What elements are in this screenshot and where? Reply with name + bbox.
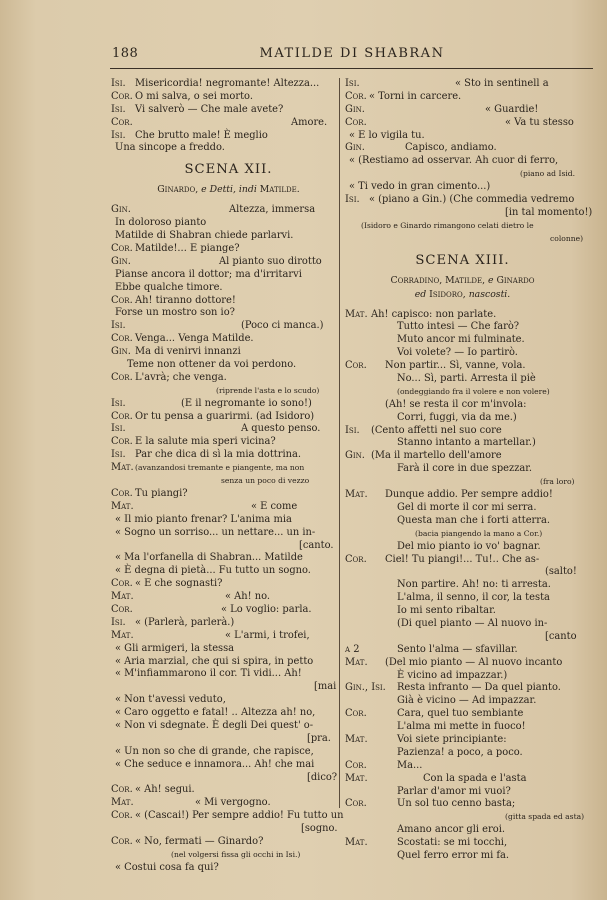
speaker-label: Cor. [345,90,367,102]
line-text: Misericordia! negromante! Altezza... [135,78,320,89]
verse-line [111,540,346,553]
line-text: Scostati: se mi tocchi, [397,837,508,849]
line-text: « Torni in carcere. [369,90,462,102]
speaker-label: Cor. [345,759,367,771]
verse-line [111,411,346,424]
verse-line [111,772,346,785]
line-text: Muto ancor mi fulminate. [397,334,525,346]
line-text: « Gli armigeri, la stessa [115,642,235,654]
line-text: Amano ancor gli eroi. [397,824,505,836]
verse-line [111,346,346,359]
verse-line [111,104,346,117]
line-text: Del mio pianto io vo' bagnar. [397,540,541,552]
speaker-label: Cor. [111,436,133,448]
speaker-label: Gin. [345,142,365,154]
speaker-label: a 2 [345,643,360,655]
verse-line [111,256,346,269]
verse-line [345,104,580,117]
line-text: (Cento affetti nel suo core [371,424,502,436]
line-text: Sento l'alma — sfavillar. [397,643,518,655]
line-text: « Ah! no. [225,591,271,603]
right-column [345,78,593,863]
verse-line [111,681,346,694]
verse-line [111,733,346,746]
verse-line [345,528,580,541]
line-text: « Mi vergogno. [195,797,271,809]
speaker-label: Isi. [111,397,126,409]
line-text: Voi siete principiante: [397,733,507,745]
verse-line [345,708,580,721]
stage-direction: senza un poco di vezzo [221,476,310,486]
verse-line [111,78,346,91]
verse-line [111,307,346,320]
verse-line [345,773,580,786]
line-text: Dunque addio. Per sempre addio! [385,489,553,501]
verse-line [345,233,584,246]
speaker-label: Cor. [111,603,133,615]
line-text: Forse un mostro son io? [115,307,235,319]
speaker-label: Mat. [345,656,368,668]
line-text: Pazienza! a poco, a poco. [397,746,523,758]
verse-line [111,707,346,720]
line-text: Farà il core in due spezzar. [397,463,533,475]
verse-line [345,78,580,91]
verse-line [111,501,346,514]
verse-line [111,282,346,295]
line-text: « E come [251,500,298,512]
verse-line [345,399,580,412]
speaker-label: Mat. [345,837,368,849]
line-text: È vicino ad impazzar.) [397,669,508,681]
line-text: L'alma mi mette in fuoco! [397,721,526,733]
verse-line [345,579,580,592]
line-text: Amore. [291,116,328,128]
left-column [111,78,346,875]
line-text: Voi volete? — Io partirò. [397,347,518,359]
verse-line [111,333,346,346]
line-text: « Costui cosa fa qui? [115,861,219,873]
verse-line [345,786,580,799]
line-text: [canto. [299,539,334,551]
verse-line [345,605,580,618]
line-text: « (Restiamo ad osservar. Ah cuor di ferro, [349,155,559,167]
speaker-label: Gin. [111,204,131,216]
verse-line [111,91,346,104]
speaker-label: Cor. [111,810,133,822]
scene-characters: ed Isidoro, nascosti. [414,288,511,300]
verse-line [345,194,580,207]
line-text: Venga... Venga Matilde. [135,333,254,345]
verse-line [345,811,585,824]
verse-line [111,142,346,155]
speaker-label: Cor. [345,708,367,720]
verse-line [345,476,580,489]
speaker-label: Isi. [345,424,360,436]
line-text: « Un non so che di grande, che rapisce, [115,745,314,757]
line-text: Or tu pensa a guarirmi. (ad Isidoro) [135,410,315,422]
verse-line [111,295,346,308]
scene-heading: SCENA XIII. [415,252,510,268]
scene-characters: Ginardo, e Detti, indi Matilde. [157,184,300,196]
verse-line [345,142,580,155]
spacer [345,302,580,309]
verse-line [111,359,346,372]
line-text: Non partire. Ah! no: ti arresta. [397,579,551,591]
verse-line [345,168,580,181]
verse-line [111,578,346,591]
line-text: « Lo voglio: parla. [221,603,312,615]
verse-line [111,810,346,823]
line-text: In doloroso pianto [115,217,207,229]
speaker-label: Gin. [345,103,365,115]
verse-line [111,656,346,669]
line-text: « (piano a Gin.) (Che commedia vedremo [369,194,575,206]
verse-line [345,373,580,386]
verse-line [345,321,580,334]
verse-line [345,91,580,104]
verse-line [345,463,580,476]
verse-line [111,449,346,462]
speaker-label: Gin. [111,255,131,267]
verse-line [345,334,580,347]
verse-line [111,617,346,630]
speaker-label: Cor. [111,578,133,590]
speaker-label: Cor. [345,116,367,128]
verse-line [345,130,580,143]
line-text: Gel di morte il cor mi serra. [397,501,537,513]
verse-line [345,206,593,220]
stage-direction: (riprende l'asta e lo scudo) [216,385,320,395]
line-text: (Poco ci manca.) [241,320,324,332]
line-text: [mai [314,681,337,693]
line-text: Ah! capisco: non parlate. [371,308,497,320]
line-text: Una sincope a freddo. [115,142,225,154]
line-text: « Non vi sdegnate. È degli Dei quest' o- [115,719,314,731]
line-text: Stanno intanto a martellar.) [397,437,536,449]
verse-line [111,643,346,656]
verse-line [111,849,346,862]
verse-line [111,565,346,578]
line-text: « L'armi, i trofei, [225,629,310,641]
verse-line [345,631,580,644]
line-text: Cara, quel tuo sembiante [397,708,524,720]
line-text: Un sol tuo cenno basta; [397,798,516,810]
speaker-label: Cor. [111,116,133,128]
verse-line [345,309,580,322]
verse-line [345,837,580,850]
speaker-label: Mat. [345,733,368,745]
verse-line [345,747,580,760]
speaker-label: Cor. [345,798,367,810]
verse-line [111,385,346,398]
line-text: Al pianto suo dirotto [219,255,322,267]
speaker-label: Cor. [111,487,133,499]
verse-line [111,591,346,604]
verse-line [345,566,580,579]
running-title: MATILDE DI SHABRAN [259,46,445,61]
stage-direction: (bacia piangendo la mano a Cor.) [415,528,543,538]
line-text: Questa man che i forti atterra. [397,514,551,526]
speaker-label: Isi. [111,616,126,628]
line-text: Teme non ottener da voi perdono. [127,359,297,371]
verse-line [111,527,346,540]
line-text: L'alma, il senno, il cor, la testa [397,592,550,604]
verse-line [111,462,346,475]
line-text: Tutto intesi — Che farò? [397,321,520,333]
speaker-label: Cor. [111,410,133,422]
speaker-label: Isi. [111,103,126,115]
line-text: Tu piangi? [135,487,188,499]
line-text: (salto! [545,566,577,578]
speaker-label: Cor. [111,784,133,796]
line-text: « Sogno un sorriso... un nettare... un in- [115,526,316,538]
verse-line [345,798,580,811]
line-text: Altezza, immersa [229,204,316,216]
verse-line [111,797,346,810]
speaker-label: Isi. [111,320,126,332]
line-text: « È degna di pietà... Fu tutto un sogno. [115,565,311,577]
verse-line [345,360,580,373]
speaker-label: Isi. [345,194,360,206]
verse-line [111,823,346,836]
verse-line [111,694,346,707]
line-text: O mi salva, o sei morto. [135,90,253,102]
header-rule [110,68,593,69]
line-text: A questo penso. [241,423,321,435]
verse-line [111,836,346,849]
line-text: [canto [545,630,577,642]
line-text: « Ah! segui. [135,784,195,796]
line-text: « Guardie! [485,103,539,115]
stage-direction: (nel volgersi fissa gli occhi in Isi.) [171,849,301,859]
speaker-label: Isi. [111,129,126,141]
verse-line [111,320,346,333]
line-text: (Di quel pianto — Al nuovo in- [397,617,548,629]
line-text: Io mi sento ribaltar. [397,605,496,617]
spacer [111,197,346,204]
line-text: Quel ferro error mi fa. [397,849,510,861]
speaker-label: Mat. [111,500,134,512]
line-text: « E lo vigila tu. [349,129,425,141]
speaker-label: Cor. [111,371,133,383]
verse-line [345,412,580,425]
line-text: Matilde di Shabran chiede parlarvi. [115,230,294,242]
verse-line [345,721,580,734]
verse-line [111,230,346,243]
line-text: Corri, fuggi, via da me.) [397,411,517,423]
verse-line [111,243,346,256]
speaker-label: Cor. [111,243,133,255]
speaker-label: Mat. [111,462,134,474]
verse-line [111,784,346,797]
line-text: « Non t'avessi veduto, [115,694,226,706]
speaker-label: Cor. [111,294,133,306]
stage-direction: (gitta spada ed asta) [505,812,585,822]
line-text: Con la spada e l'asta [423,772,527,784]
line-text: Non partir... Sì, vanne, vola. [385,360,526,372]
verse-line [111,117,346,130]
verse-line [111,130,346,143]
page-number: 188 [112,46,139,61]
verse-line [345,657,580,670]
line-text: « (Parlerà, parlerà.) [135,616,235,628]
verse-line [345,734,580,747]
verse-line [111,720,346,733]
verse-line [345,644,580,657]
verse-line [345,386,580,399]
line-text: [sogno. [301,823,338,835]
page-header [112,46,592,64]
verse-line [345,670,580,683]
verse-line [111,759,346,772]
verse-line [345,117,580,130]
verse-line [345,450,580,463]
line-text: Ebbe qualche timore. [115,281,223,293]
line-text: Pianse ancora il dottor; ma d'irritarvi [115,268,302,280]
line-text: « Sto in sentinell a [455,78,549,89]
line-text: No... Sì, parti. Arresta il piè [397,373,536,385]
verse-line [111,217,346,230]
line-text: « (Cascai!) Per sempre addio! Fu tutto un [135,810,344,822]
line-text: « Aria marzial, che qui si spira, in petto [115,655,314,667]
line-text: « No, fermati — Ginardo? [135,835,264,847]
speaker-label: Isi. [111,449,126,461]
line-text: Già è vicino — Ad impazzar. [397,695,537,707]
line-text: « Va tu stesso [505,116,574,128]
stage-direction: (fra loro) [540,477,575,487]
speaker-label: Mat. [111,797,134,809]
line-text: Ma... [397,759,423,771]
verse-line [345,695,580,708]
stage-direction: (avanzandosi tremante e piangente, ma non [135,463,305,473]
verse-line [345,155,580,168]
verse-line [111,668,346,681]
speaker-label: Cor. [345,360,367,372]
line-text: « Ti vedo in gran cimento...) [349,181,491,193]
line-text: Matilde!... E piange? [135,243,240,255]
verse-line [345,824,580,837]
line-text: Ma di venirvi innanzi [135,346,241,358]
speaker-label: Gin. [345,450,365,462]
verse-line [345,760,580,773]
verse-line [111,604,346,617]
verse-line [111,372,346,385]
line-text: « M'infiammarono il cor. Ti vidi... Ah! [115,668,302,680]
line-text: Vi salverò — Che male avete? [135,103,284,115]
line-text: Ciel! Tu piangi!... Tu!.. Che as- [385,553,540,565]
stage-direction: (piano ad Isid. [520,169,576,179]
line-text: « Che seduce e innamora... Ah! che mai [115,758,315,770]
verse-line [345,554,580,567]
speaker-label: Mat. [111,591,134,603]
verse-line [345,437,580,450]
line-text: (E il negromante io sono!) [181,397,312,409]
speaker-label: Gin., Isi. [345,682,386,694]
verse-line [111,423,346,436]
verse-line [111,269,346,282]
line-text: Capisco, andiamo. [405,142,497,154]
verse-line [111,398,346,411]
scene-characters: Corradino, Matilde, e Ginardo [390,274,535,286]
line-text: L'avrà; che venga. [135,371,227,383]
line-text: Par che dica di sì la mia dottrina. [135,449,302,461]
verse-line [345,850,580,863]
verse-line [345,425,580,438]
verse-line [345,618,580,631]
verse-line [111,862,346,875]
verse-line [345,347,580,360]
stage-direction: (ondeggiando fra il volere e non volere) [397,386,550,396]
scene-heading: SCENA XII. [184,162,273,178]
verse-line [345,489,580,502]
speaker-label: Mat. [345,308,368,320]
speaker-label: Gin. [111,346,131,358]
verse-line [345,592,580,605]
stage-direction: colonne) [550,233,584,243]
speaker-label: Isi. [111,423,126,435]
stage-direction: (Isidoro e Ginardo rimangono celati dietro le [361,220,534,230]
speaker-label: Cor. [111,835,133,847]
verse-line [111,488,346,501]
verse-line [111,475,346,488]
line-text: « Ma l'orfanella di Shabran... Matilde [115,552,303,564]
line-text: Resta infranto — Da quel pianto. [397,682,561,694]
verse-line [345,181,580,194]
line-text: Che brutto male! È meglio [135,129,268,141]
line-text: E la salute mia speri vicina? [135,436,276,448]
line-text: [dico? [307,771,338,783]
line-text: Parlar d'amor mi vuoi? [397,785,511,797]
line-text: (Ma il martello dell'amore [371,450,502,462]
speaker-label: Isi. [345,78,360,89]
speaker-label: Isi. [111,78,126,89]
verse-line [345,220,580,233]
verse-line [111,746,346,759]
line-text: [pra. [307,732,331,744]
verse-line [345,682,580,695]
verse-line [111,436,346,449]
verse-line [345,515,580,528]
line-text: « Il mio pianto frenar? L'anima mia [115,513,292,525]
line-text: « Caro oggetto e fatal! .. Altezza ah! no, [115,707,316,719]
speaker-label: Mat. [345,772,368,784]
line-text: (Ah! se resta il cor m'invola: [385,398,527,410]
verse-line [111,204,346,217]
line-text: Ah! tiranno dottore! [135,294,236,306]
speaker-label: Cor. [111,333,133,345]
line-text: (Del mio pianto — Al nuovo incanto [385,656,563,668]
line-text: [in tal momento!) [505,206,593,218]
speaker-label: Cor. [111,90,133,102]
speaker-label: Cor. [345,553,367,565]
speaker-label: Mat. [111,629,134,641]
verse-line [345,541,580,554]
verse-line [111,514,346,527]
verse-line [111,630,346,643]
verse-line [345,502,580,515]
speaker-label: Mat. [345,489,368,501]
verse-line [111,552,346,565]
line-text: « E che sognasti? [135,578,223,590]
